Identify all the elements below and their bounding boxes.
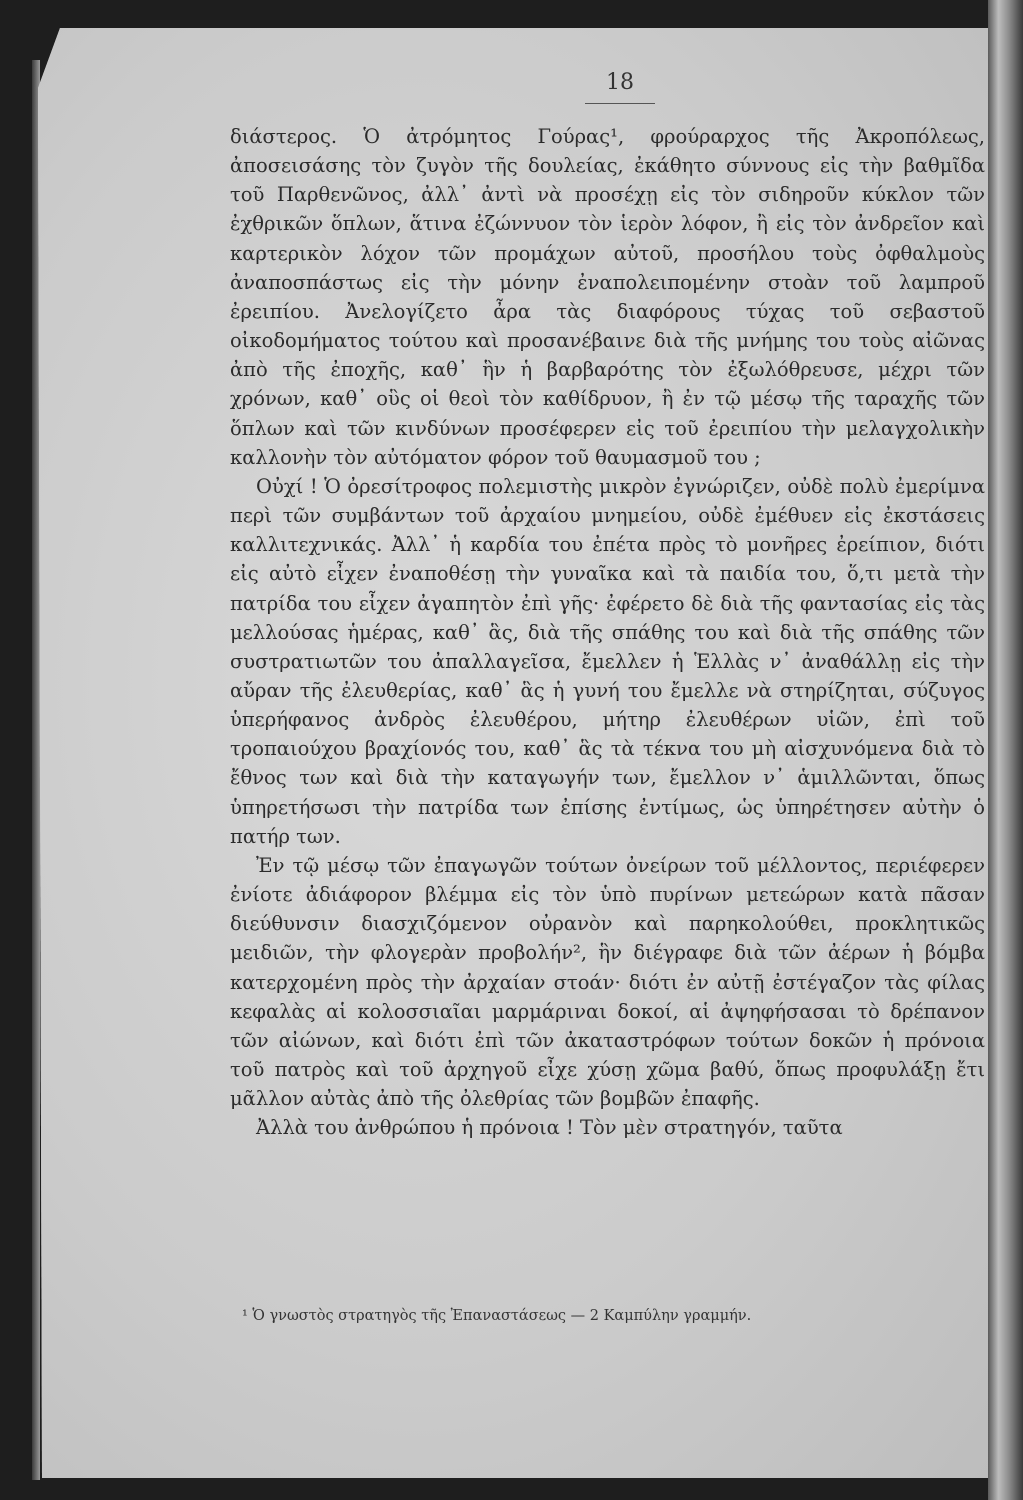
paragraph-3: Ἐν τῷ μέσῳ τῶν ἐπαγωγῶν τούτων ὀνείρων τοῦ μέλλοντος, περιέφερεν ἐνίοτε ἀδιάφορον βλέμμα εἰς τὸν ὑπὸ πυρίνων μετεώρων κατὰ πᾶσαν διεύθυνσιν διασχιζόμενον οὐρανὸν καὶ παρηκολούθει, προκλητικῶς μειδιῶν, τὴν φλογερὰν προβολήν², ἣν διέγραφε διὰ τῶν ἀέρων ἡ βόμβα κατερχομένη πρὸς τὴν ἀρχαίαν στοάν· διότι ἐν αὐτῇ ἐστέγαζον τὰς φίλας κεφαλὰς αἱ κολοσσιαῖαι μαρμάριναι δοκοί, αἱ ἀψηφήσασαι τὸ δρέπανον τῶν αἰώνων, καὶ διότι ἐπὶ τῶν ἀκαταστρόφων τούτων δοκῶν ἡ πρόνοια τοῦ πατρὸς καὶ τοῦ ἀρχηγοῦ εἶχε χύσῃ χῶμα βαθύ, ὅπως προφυλάξῃ ἔτι μᾶλλον αὐτὰς ἀπὸ τῆς ὀλεθρίας τῶν βομβῶν ἐπαφῆς.: [230, 853, 985, 1111]
paragraph-4: Ἀλλὰ του ἀνθρώπου ἡ πρόνοια ! Τὸν μὲν στρατηγόν, ταῦτα: [256, 1116, 843, 1140]
body-text: [230, 122, 985, 1142]
footnote: ¹ Ὁ γνωστὸς στρατηγὸς τῆς Ἐπαναστάσεως — 2 Καμπύλην γραμμήν.: [242, 1308, 752, 1324]
paragraph-1: διάστερος. Ὁ ἀτρόμητος Γούρας¹, φρούραρχος τῆς Ἀκροπόλεως, ἀποσεισάσης τὸν ζυγὸν τῆς δουλείας, ἐκάθητο σύννους εἰς τὴν βαθμῖδα τοῦ Παρθενῶνος, ἀλλ᾿ ἀντὶ νὰ προσέχῃ εἰς τὸν σιδηροῦν κύκλον τῶν ἐχθρικῶν ὅπλων, ἅτινα ἐζώννυον τὸν ἱερὸν λόφον, ἢ εἰς τὸν ἀνδρεῖον καὶ καρτερικὸν λόχον τῶν προμάχων αὐτοῦ, προσήλου τοὺς ὀφθαλμοὺς ἀναποσπάστως εἰς τὴν μόνην ἐναπολειπομένην στοὰν τοῦ λαμπροῦ ἐρειπίου. Ἀνελογίζετο ἆρα τὰς διαφόρους τύχας τοῦ σεβαστοῦ οἰκοδομήματος τούτου καὶ προσανέβαινε διὰ τῆς μνήμης του τοὺς αἰῶνας ἀπὸ τῆς ἐποχῆς, καθ᾿ ἣν ἡ βαρβαρότης τὸν ἐξωλόθρευσε, μέχρι τῶν χρόνων, καθ᾿ οὓς οἱ θεοὶ τὸν καθίδρυον, ἢ ἐν τῷ μέσῳ τῆς ταραχῆς τῶν ὅπλων καὶ τῶν κινδύνων προσέφερεν εἰς τοῦ ἐρειπίου τὴν μελαγχολικὴν καλλονὴν τὸν αὐτόματον φόρον τοῦ θαυμασμοῦ του ;: [230, 125, 985, 469]
book-spine: [988, 0, 1023, 1500]
paragraph-2: Οὐχί ! Ὁ ὀρεσίτροφος πολεμιστὴς μικρὸν ἐγνώριζεν, οὐδὲ πολὺ ἐμερίμνα περὶ τῶν συμβάντων τοῦ ἀρχαίου μνημείου, οὐδὲ ἐμέθυεν εἰς ἐκστάσεις καλλιτεχνικάς. Ἀλλ᾿ ἡ καρδία του ἐπέτα πρὸς τὸ μονῆρες ἐρείπιον, διότι εἰς αὐτὸ εἶχεν ἐναποθέσῃ τὴν γυναῖκα καὶ τὰ παιδία του, ὅ,τι μετὰ τὴν πατρίδα του εἶχεν ἀγαπητὸν ἐπὶ γῆς· ἐφέρετο δὲ διὰ τῆς φαντασίας εἰς τὰς μελλούσας ἡμέρας, καθ᾿ ἃς, διὰ τῆς σπάθης του καὶ διὰ τῆς σπάθης τῶν συστρατιωτῶν του ἀπαλλαγεῖσα, ἔμελλεν ἡ Ἑλλὰς ν᾿ ἀναθάλλῃ εἰς τὴν αὔραν τῆς ἐλευθερίας, καθ᾿ ἃς ἡ γυνή του ἔμελλε νὰ στηρίζηται, σύζυγος ὑπερήφανος ἀνδρὸς ἐλευθέρου, μήτηρ ἐλευθέρων υἱῶν, ἐπὶ τοῦ τροπαιούχου βραχίονός του, καθ᾿ ἃς τὰ τέκνα του μὴ αἰσχυνόμενα διὰ τὸ ἔθνος των καὶ διὰ τὴν καταγωγήν των, ἔμελλον ν᾿ ἁμιλλῶνται, ὅπως ὑπηρετήσωσι τὴν πατρίδα των ἐπίσης ἐντίμως, ὡς ὑπηρέτησεν αὐτὴν ὁ πατήρ των.: [230, 474, 985, 848]
page-number: 18: [606, 70, 634, 95]
page-number-rule: [585, 103, 655, 104]
